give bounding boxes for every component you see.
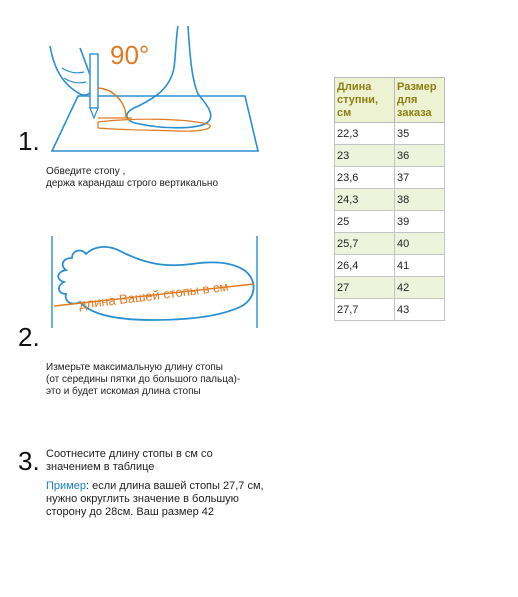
cell-size: 38	[395, 189, 445, 211]
step-3-text	[46, 448, 213, 474]
header-line: см	[337, 107, 352, 119]
step-2-text	[46, 362, 240, 398]
cell-foot-length: 27,7	[335, 299, 395, 321]
table-row	[335, 145, 445, 167]
angle-arc	[98, 88, 126, 118]
header-line: заказа	[397, 107, 432, 119]
cell-size: 41	[395, 255, 445, 277]
cell-size: 36	[395, 145, 445, 167]
cell-foot-length: 22,3	[335, 123, 395, 145]
step-1-text	[46, 166, 218, 190]
hand-outline	[50, 46, 93, 95]
table-row	[335, 167, 445, 189]
step-2-line: Измерьте максимальную длину стопы	[46, 362, 223, 373]
example-label: Пример	[46, 480, 86, 492]
table-row	[335, 211, 445, 233]
foot-length-illustration	[42, 232, 266, 332]
traced-outline	[98, 119, 210, 131]
size-table	[334, 77, 445, 321]
table-row	[335, 255, 445, 277]
pencil	[90, 54, 98, 108]
foot-tracing-illustration	[40, 18, 270, 153]
cell-size: 43	[395, 299, 445, 321]
step-1-line: держа карандаш строго вертикально	[46, 178, 219, 189]
cell-foot-length: 23,6	[335, 167, 395, 189]
example-first-line	[46, 480, 264, 493]
table-row	[335, 189, 445, 211]
angle-label: 90°	[110, 40, 150, 70]
cell-foot-length: 26,4	[335, 255, 395, 277]
foot-length-label: длина Вашей стопы в см	[78, 278, 230, 312]
step-3-number: 3.	[18, 446, 40, 476]
step-3-line: Соотнесите длину стопы в см со	[46, 448, 213, 460]
header-line: Размер	[397, 81, 437, 93]
step-1-line: Обведите стопу ,	[46, 166, 126, 177]
table-row	[335, 123, 445, 145]
cell-foot-length: 27	[335, 277, 395, 299]
example-text	[46, 480, 264, 519]
cell-foot-length: 25,7	[335, 233, 395, 255]
example-line: нужно округлить значение в большую	[46, 493, 239, 505]
cell-size: 35	[395, 123, 445, 145]
cell-foot-length: 24,3	[335, 189, 395, 211]
paper-sheet	[52, 96, 258, 151]
header-line: Длина	[337, 81, 372, 93]
step-2-line: это и будет искомая длина стопы	[46, 386, 201, 397]
cell-foot-length: 23	[335, 145, 395, 167]
header-foot-length	[335, 78, 395, 123]
cell-size: 37	[395, 167, 445, 189]
cell-size: 42	[395, 277, 445, 299]
header-line: для	[397, 94, 418, 106]
step-1-number: 1.	[18, 126, 40, 156]
table-row	[335, 299, 445, 321]
cell-size: 39	[395, 211, 445, 233]
step-2-line: (от середины пятки до большого пальца)-	[46, 374, 241, 385]
example-line: сторону до 28см. Ваш размер 42	[46, 506, 214, 518]
table-row	[335, 233, 445, 255]
cell-foot-length: 25	[335, 211, 395, 233]
cell-size: 40	[395, 233, 445, 255]
header-line: ступни,	[337, 94, 379, 106]
table-row	[335, 277, 445, 299]
size-table-header-row	[335, 78, 445, 123]
step-2-number: 2.	[18, 322, 40, 352]
header-order-size	[395, 78, 445, 123]
step-3-line: значением в таблице	[46, 461, 155, 473]
example-text-first: : если длина вашей стопы 27,7 см,	[85, 480, 264, 492]
